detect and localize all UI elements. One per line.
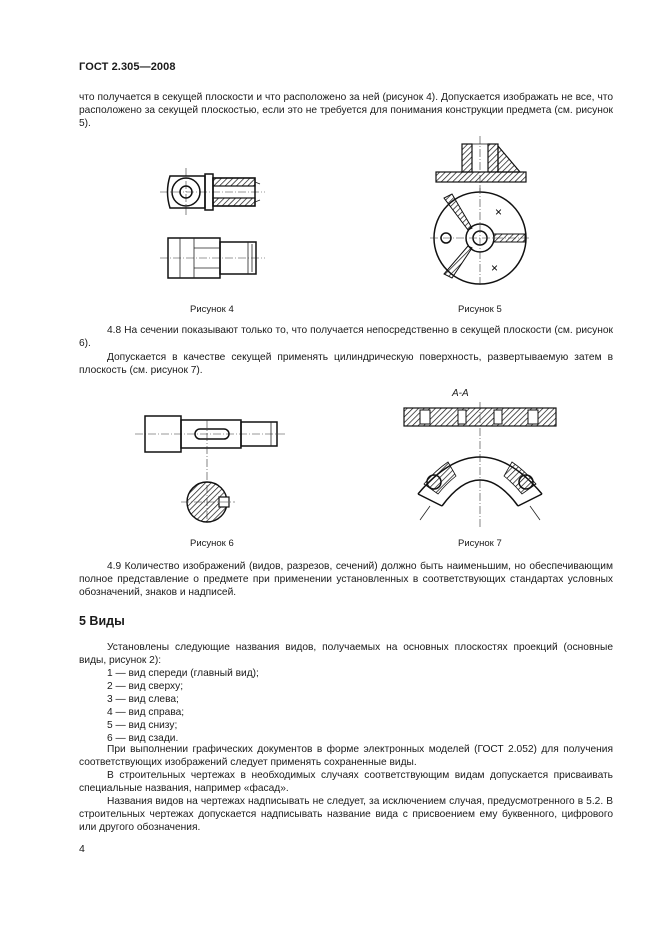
figure-4-caption: Рисунок 4 — [190, 304, 234, 315]
figure-7-caption: Рисунок 7 — [458, 538, 502, 549]
svg-text:×: × — [495, 205, 503, 219]
figure-5-caption: Рисунок 5 — [458, 304, 502, 315]
document-code: ГОСТ 2.305—2008 — [79, 61, 176, 73]
view-item: 4 — вид справа; — [107, 707, 185, 718]
view-item: 1 — вид спереди (главный вид); — [107, 668, 259, 679]
figure-7-drawing — [400, 398, 565, 533]
section-5-heading: 5 Виды — [79, 614, 125, 628]
paragraph-building-drawings: В строительных чертежах в необходимых случаях соответствующим видам допускается присваивать специальные названия, например «фасад». — [79, 770, 613, 795]
view-item: 5 — вид снизу; — [107, 720, 178, 731]
figure-6-caption: Рисунок 6 — [190, 538, 234, 549]
svg-text:×: × — [491, 261, 499, 275]
paragraph-electronic-models: При выполнении графических документов в форме электронных моделей (ГОСТ 2.052) для получения соответствующих изображений следует применять сохраненные виды. — [79, 744, 613, 769]
paragraph-4-8: 4.8 На сечении показывают только то, что получается непосредственно в секущей плоскости (см. рисунок 6). — [79, 325, 613, 350]
paragraph-view-names: Названия видов на чертежах надписывать не следует, за исключением случая, предусмотренного в 5.2. В строительных чертежах допускается надписывать название вида с присвоением ему буквенного, цифрового или другого обозначения. — [79, 796, 613, 834]
paragraph-4-8-cont: Допускается в качестве секущей применять цилиндрическую поверхность, развертываемую затем в плоскость (см. рисунок 7). — [79, 352, 613, 377]
figure-5-drawing — [430, 136, 540, 296]
paragraph-4-9: 4.9 Количество изображений (видов, разрезов, сечений) должно быть наименьшим, но обеспечивающим полное представление о предмете при применении установленных в соответствующих стандартах условных обозначений, знаков и надписей. — [79, 561, 613, 599]
view-item: 6 — вид сзади. — [107, 733, 179, 744]
view-item: 3 — вид слева; — [107, 694, 179, 705]
intro-paragraph: что получается в секущей плоскости и что расположено за ней (рисунок 4). Допускается изображать не все, что расположено за секущей плоскостью, если это не требуется для понимания конструкции предмета (см. рисунок 5). — [79, 92, 613, 130]
figure-7-section-label: А-А — [452, 388, 469, 399]
figure-6-drawing — [135, 400, 285, 530]
figure-4-drawing — [160, 160, 270, 290]
page-number: 4 — [79, 843, 85, 855]
section-5-intro: Установлены следующие названия видов, получаемых на основных плоскостях проекций (основные виды, рисунок 2): — [79, 642, 613, 667]
view-item: 2 — вид сверху; — [107, 681, 184, 692]
